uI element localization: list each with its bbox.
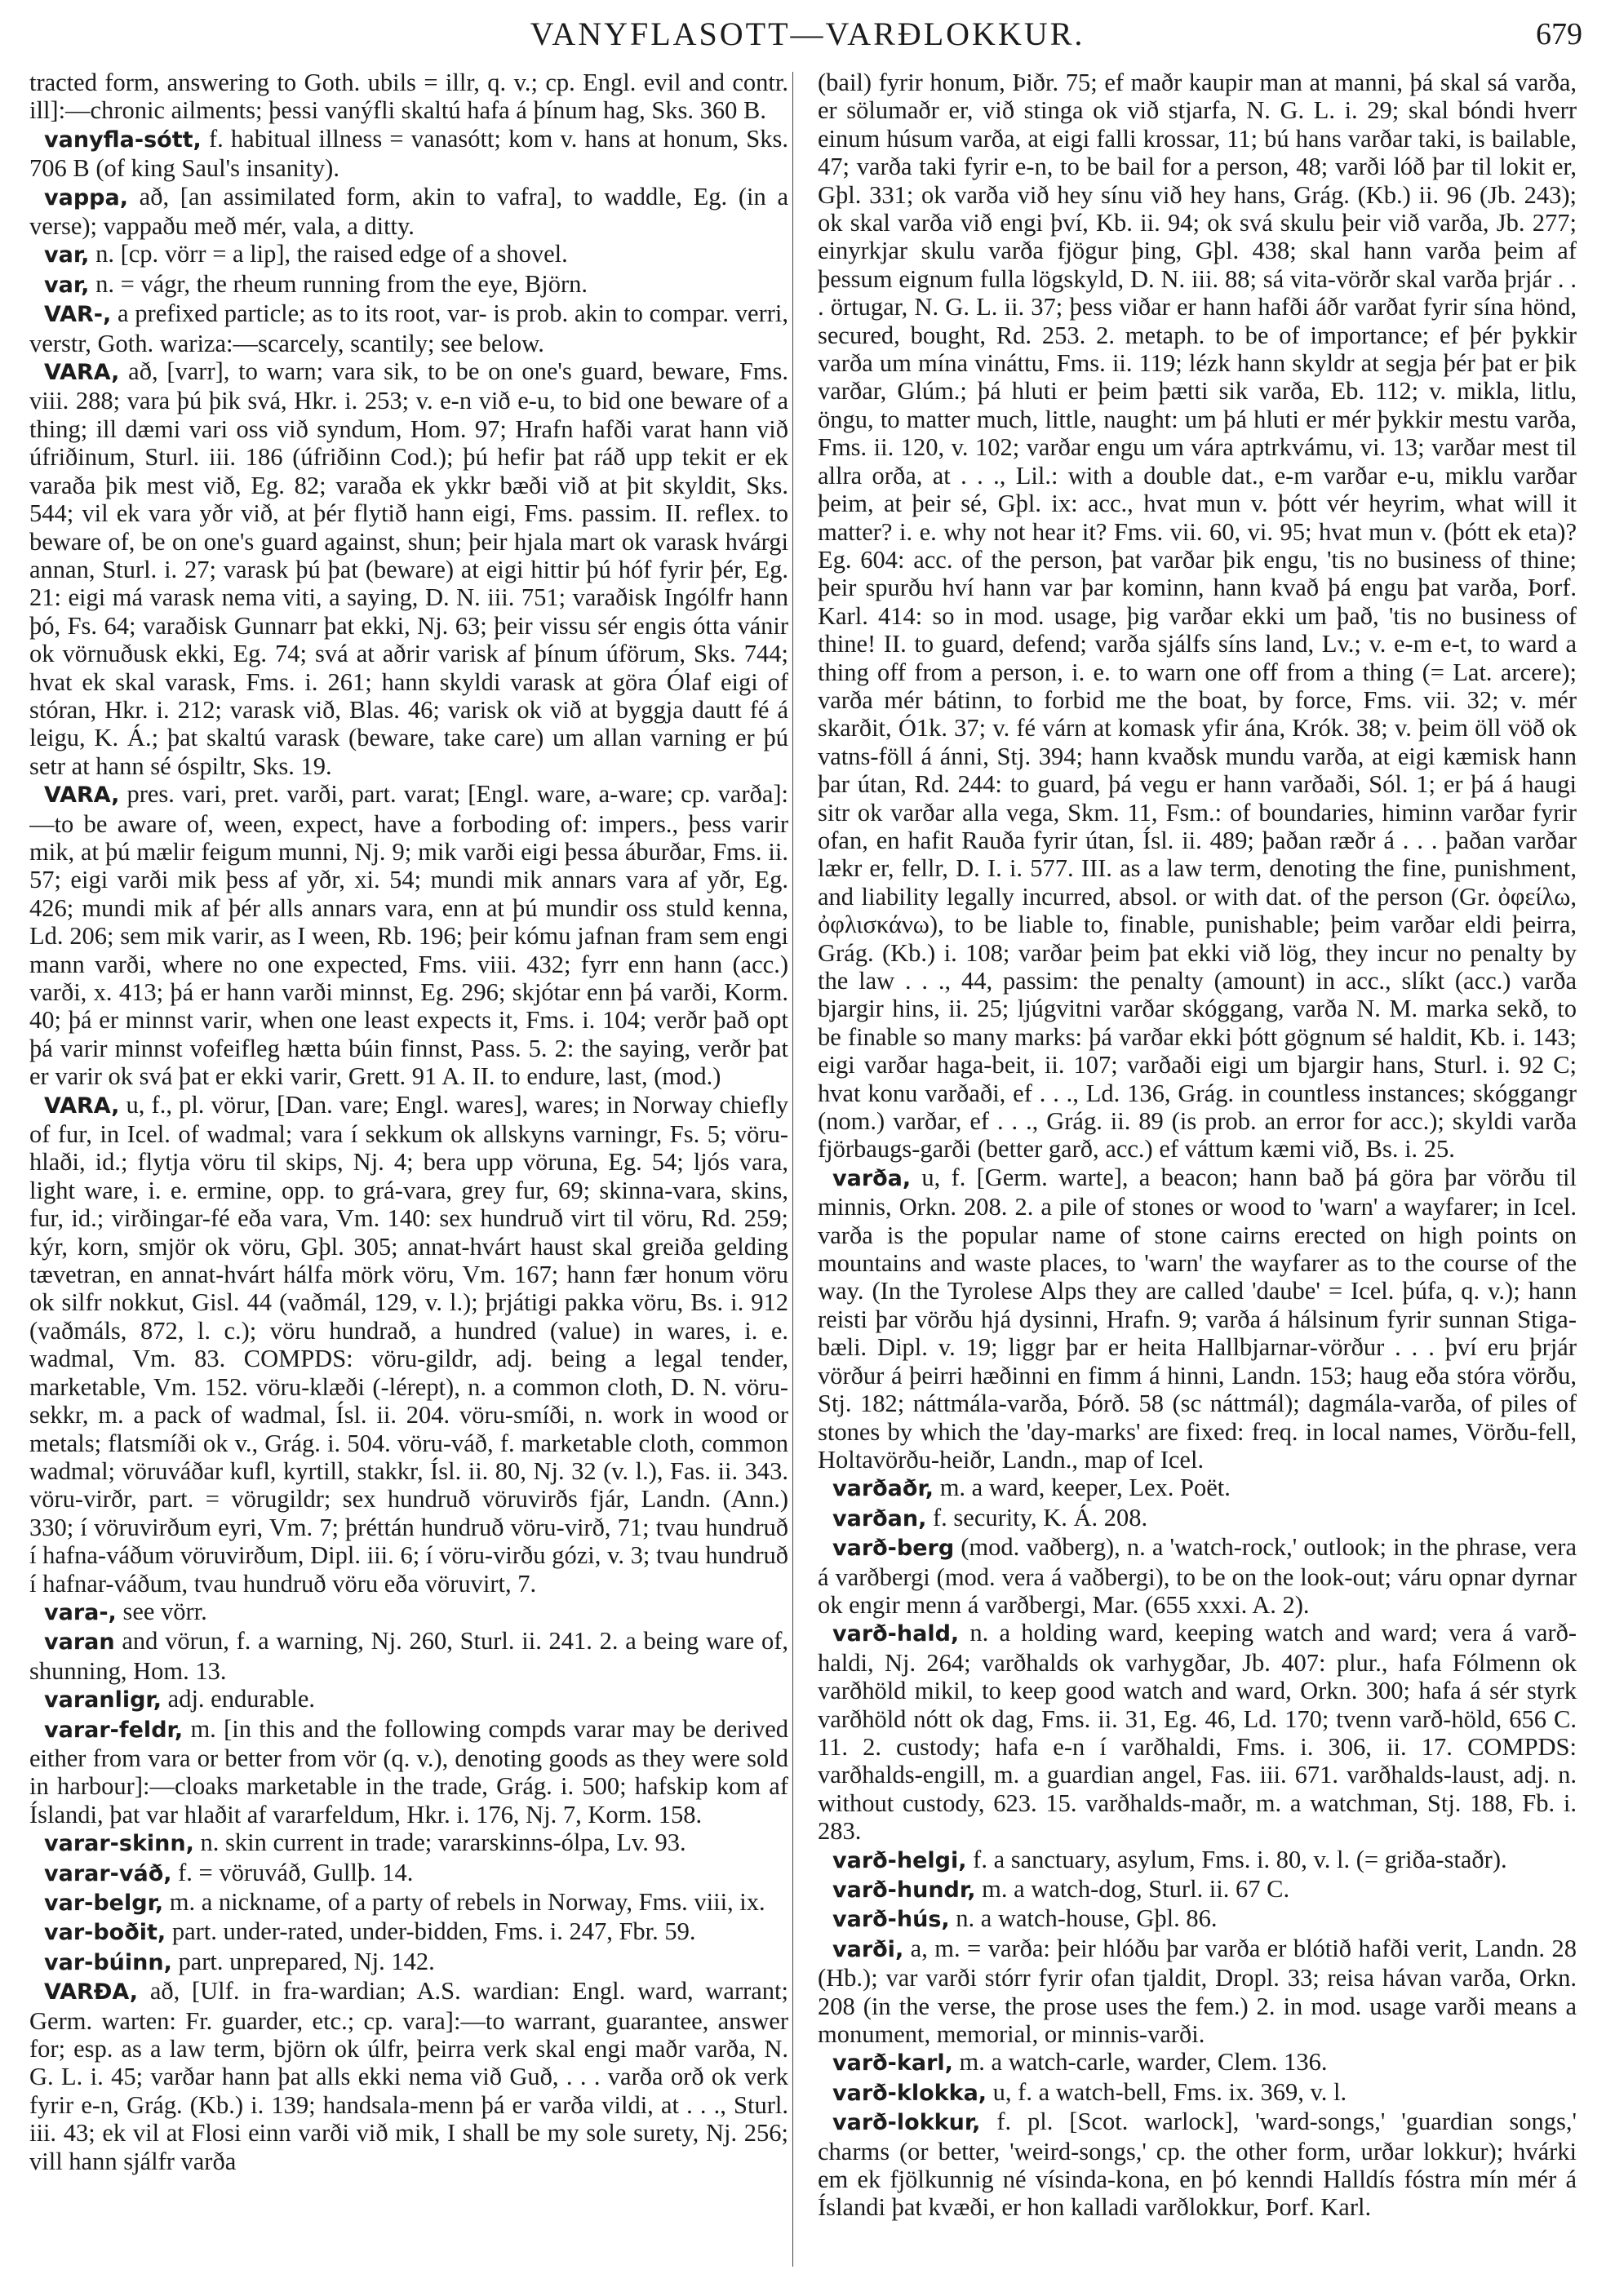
entry-headword: vanyfla-sótt, bbox=[44, 126, 202, 153]
entry-definition: u, f., pl. vörur, [Dan. vare; Engl. wares], wares; in Norway chiefly of fur, in Icel. of wadmal; vara í sekkum ok allskyns varningr, Fs. 5; vöru-hlaði, id.; flytja vöru til skips, Nj. 4; bera upp vöruna, Eg. 54; ljós vara, light ware, i. e. ermine, opp. to grá-vara, grey fur, 69; skinna-vara, skins, fur, id.; virðingar-fé eða vara, Vm. 140: sex hundruð virt til vöru, Rd. 259; kýr, korn, smjör ok vöru, Gþl. 305; annat-hvárt haust skal greiða gelding tævetran, en annat-hvárt hálfa mörk vöru, Vm. 167; hann fær honum vöru ok silfr nokkut, Gisl. 44 (vaðmál, 129, v. l.); þrjátigi pakka vöru, Bs. i. 912 (vaðmáls, 872, l. c.); vöru hundrað, a hundred (value) in wares, i. e. wadmal, Vm. 83. COMPDS: vöru-gildr, adj. being a legal tender, marketable, Vm. 152. vöru-klæði (-lérept), n. a common cloth, D. N. vöru-sekkr, m. a pack of wadmal, Ísl. ii. 204. vöru-smíði, n. work in wood or metals; flatsmíði ok v., Grág. i. 504. vöru-váð, f. marketable cloth, common wadmal; vöruváðar kufl, kyrtill, stakkr, Ísl. ii. 80, Nj. 32 (v. l.), Fas. ii. 343. vöru-virðr, part. = vörugildr; sex hundruð vöruvirðs fjár, Landn. (Ann.) 330; í vöruvirðum eyri, Vm. 7; þréttán hundruð vöru-virð, 71; tvau hundruð í hafna-váðum vöruvirðum, Dipl. iii. 6; í vöru-virðu gózi, v. 3; tvau hundruð í hafnar-váðum, tvau hundruð vöru eða vöruvirt, 7. bbox=[29, 1090, 788, 1598]
entry-headword: vappa, bbox=[44, 184, 128, 211]
dictionary-entry bbox=[818, 1164, 1577, 1474]
dictionary-entry bbox=[818, 1904, 1577, 1934]
page-number: 679 bbox=[1536, 17, 1582, 51]
entry-definition: f. habitual illness = vanasótt; kom v. hans at honum, Sks. 706 B (of king Saul's insanity). bbox=[29, 124, 788, 183]
dictionary-entry bbox=[818, 2078, 1577, 2108]
entry-headword: varð-hundr, bbox=[832, 1877, 976, 1903]
entry-headword: VARA, bbox=[44, 360, 120, 386]
entry-headword: vara-, bbox=[44, 1599, 117, 1625]
left-column bbox=[29, 69, 788, 2272]
entry-definition: m. a watch-carle, warder, Clem. 136. bbox=[959, 2048, 1328, 2077]
entry-definition: að, [Ulf. in fra-wardian; A.S. wardian: Engl. ward, warrant; Germ. warten: Fr. guarder, etc.; cp. vara]:—to warrant, guarantee, answer for; esp. as a law term, björn ok úlfr, þeirra verk skal engi maðr varða, N. G. L. i. 45; varðar hann þat alls ekki nema við Guð, . . . varða orð ok verk fyrir e-n, Grág. (Kb.) i. 139; handsala-menn þá er varða vildi, at . . ., Sturl. iii. 43; ek vil at Flosi einn varði við mik, I shall be my sole surety, Nj. 256; vill hann sjálfr varða bbox=[29, 1977, 788, 2175]
dictionary-entry bbox=[818, 1875, 1577, 1904]
entry-headword: varð-klokka, bbox=[832, 2080, 987, 2106]
entry-headword: varðan, bbox=[832, 1505, 927, 1531]
entry-definition: n. a holding ward, keeping watch and ward; vera á varð-haldi, Nj. 264; varðhalds ok varhygðar, Jb. 407: plur., hafa Fólmenn ok varðhöld mikil, to keep good watch and ward, Orkn. 300; hafa á sér styrk varðhöld nótt ok dag, Fms. ii. 31, Eg. 46, Ld. 170; tvenn varð-höld, 656 C. 11. 2. custody; hafa e-n í varðhaldi, Fms. i. 306, ii. 17. COMPDS: varðhalds-engill, m. a guardian angel, Fas. iii. 671. varðhalds-laust, adj. n. without custody, 623. 15. varðhalds-maðr, m. a watchman, Stj. 188, Fb. i. 283. bbox=[818, 1619, 1577, 1846]
dictionary-entry bbox=[818, 1935, 1577, 2049]
entry-definition: (bail) fyrir honum, Þiðr. 75; ef maðr kaupir man at manni, þá skal sá varða, er sölumaðr er, við stinga ok við stjarfa, N. G. L. i. 29; skal bóndi hverr einum húsum varða, at eigi falli krossar, 11; bú hans varðar taki, is bailable, 47; varða taki fyrir e-n, to be bail for a person, 48; varði lóð þar til lokit er, Gþl. 331; ok varða við hey sínu við hey hans, Grág. (Kb.) ii. 96 (Jb. 243); ok skal varða við engi því, Kb. ii. 94; ok svá skulu þeir við varða, Jb. 277; einyrkjar skulu varða fjögur þing, Gþl. 438; skal hann varða þeim af þessum eignum fulla lögskyld, D. N. iii. 88; sá vita-vörðr skal varða þrjár . . . örtugar, N. G. L. ii. 37; þess viðar er hann hafði áðr varðat fyrir sína hönd, secured, bought, Rd. 253. 2. metaph. to be of importance; ef þér þykkir varða um mína vináttu, Fms. ii. 119; lézk hann skyldr at segja þér þat er þik varðar, Glúm.; þá hluti er þeim þætti sik varða, Eb. 112; v. mikla, litlu, öngu, to matter much, little, naught: um þá hluti er mér þykkir mestu varða, Fms. ii. 120, v. 102; varðar engu um vára aptrkvámu, vi. 13; varðar mest til allra orða, at . . ., Lil.: with a double dat., e-m varðar e-u, miklu varðar þeim, at þeir sé, Gþl. ix: acc., hvat mun v. þótt vér heyrim, what will it matter? i. e. why not hear it? Fms. vii. 60, vi. 95; hvat mun v. (þótt ek eta)? Eg. 604: acc. of the person, þat varðar þik engu, 'tis no business of thine; þeir spurðu hví hann var þar kominn, hann kvað þá engu þat varða, Þorf. Karl. 414: so in mod. usage, þig varðar ekki um það, 'tis no business of thine! II. to guard, defend; varða sjálfs síns land, Lv.; v. e-m e-t, to ward a thing off from a person, i. e. to warn one off from a thing (= Lat. arcere); varða mér bátinn, to forbid me the boat, by force, Fms. vii. 32; v. mér skarðit, Ó1k. 37; v. fé várn at komask yfir ána, Krók. 38; v. þeim öll vöð ok vatns-föll á ánni, Stj. 394; hann kvaðsk mundu varða, at eigi kæmisk hann þar útan, Rd. 244: to guard, þá vegu er hann varðaði, Sól. 1; er þá á haugi sitr ok varðar alla vega, Skm. 11, Fsm.: of boundaries, himinn varðar fyrir ofan, en hafit Rauða fyrir útan, Ísl. ii. 489; þaðan ræðr á . . . þaðan varðar lækr er, fellr, D. I. i. 577. III. as a law term, denoting the fine, punishment, and liability legally incurred, absol. or with dat. of the person (Gr. ὀφείλω, ὀφλισκάνω), to be liable to, finable, punishable; þeim varðar eldi þeirra, Grág. (Kb.) i. 108; varðar þeim þat ekki við lög, they incur no penalty by the law . . ., 44, passim: the penalty (amount) in acc., slíkt (acc.) varða bjargir hins, ii. 25; ljúgvitni varðar skóggang, varða N. M. marka sekð, to be finable so many marks: þá varðar ekki þótt gögnum sé haldit, Kb. i. 143; eigi varðar haga-beit, ii. 107; varðaði eigi um bjargir hans, Sturl. i. 92 C; hvat konu varðaði, ef . . ., Ld. 136, Grág. in countless instances; skóggangr (nom.) varðar, ef . . ., Grág. ii. 89 (is prob. an error for acc.); skyldi varða fjörbaugs-garði (better garð, acc.) ef váttum kæmi við, Bs. i. 25. bbox=[818, 69, 1577, 1164]
entry-definition: u, f. a watch-bell, Fms. ix. 369, v. l. bbox=[992, 2077, 1347, 2106]
entry-definition: að, [an assimilated form, akin to vafra], to waddle, Eg. (in a verse); vappaðu með mér, vala, a ditty. bbox=[29, 182, 788, 241]
entry-headword: varð-hús, bbox=[832, 1907, 950, 1933]
entry-definition: tracted form, answering to Goth. ubils = illr, q. v.; cp. Engl. evil and contr. ill]:—chronic ailments; þessi vanýfli skaltú hafa á þínum hag, Sks. 360 B. bbox=[29, 69, 788, 125]
entry-definition: a, m. = varða: þeir hlóðu þar varða er blótið hafði verit, Landn. 28 (Hb.); var varði stórr fyrir ofan tjaldit, Dropl. 33; reisa hávan varða, Orkn. 208 (in the verse, the prose uses the fem.) 2. in mod. usage varði means a monument, memorial, or minnis-varði. bbox=[818, 1934, 1577, 2049]
dictionary-entry bbox=[818, 1533, 1577, 1619]
dictionary-entry bbox=[818, 2108, 1577, 2222]
entry-definition: part. under-rated, under-bidden, Fms. i. 247, Fbr. 59. bbox=[171, 1917, 696, 1946]
dictionary-entry bbox=[818, 1846, 1577, 1875]
dictionary-entry bbox=[29, 183, 788, 241]
dictionary-entry bbox=[29, 270, 788, 299]
column-divider bbox=[792, 72, 793, 2267]
running-head: VANYFLASOTT—VARÐLOKKUR. bbox=[530, 16, 1085, 52]
entry-headword: VAR-, bbox=[44, 302, 112, 328]
dictionary-entry bbox=[818, 1619, 1577, 1845]
dictionary-entry bbox=[29, 1917, 788, 1947]
dictionary-entry bbox=[29, 299, 788, 357]
entry-headword: var-boðit, bbox=[44, 1920, 166, 1946]
entry-headword: varar-váð, bbox=[44, 1860, 172, 1886]
right-column bbox=[818, 69, 1577, 2272]
dictionary-entry bbox=[29, 240, 788, 269]
entry-headword: varði, bbox=[832, 1936, 904, 1962]
page-header bbox=[33, 10, 1582, 59]
entry-headword: varða, bbox=[832, 1165, 912, 1191]
dictionary-entry bbox=[29, 1715, 788, 1829]
entry-definition: f. a sanctuary, asylum, Fms. i. 80, v. l. (= griða-staðr). bbox=[973, 1845, 1507, 1873]
entry-definition: pres. vari, pret. varði, part. varat; [Engl. ware, a-ware; cp. varða]:—to be aware of, ween, expect, have a forboding of: impers., þess varir mik, at þú mælir feigum munni, Nj. 9; mik varði eigi þessa áburðar, Fms. ii. 57; eigi varði mik þess af yðr, xi. 54; mundi mik annars vara af yðr, Eg. 426; mundi mik af þér alls annars vara, enn at þú mundir oss stuld kenna, Ld. 206; sem mik varir, as I ween, Rb. 196; þeir kómu jafnan fram sem engi mann varði, where no one expected, Fms. viii. 432; fyrr enn hann (acc.) varði, x. 413; þá er hann varði minnst, Eg. 296; skjótar enn þá varði, Korm. 40; þá er minnst varir, when one least expects it, Fms. i. 104; verðr það opt þá varir minnst vofeifleg hætta búin finnst, Pass. 5. 2: the saying, verðr þat er varir ok svá þat er ekki varir, Grett. 91 A. II. to endure, last, (mod.) bbox=[29, 780, 788, 1091]
entry-definition: n. [cp. vörr = a lip], the raised edge of a shovel. bbox=[95, 240, 568, 268]
entry-definition: f. = vöruváð, Gullþ. 14. bbox=[178, 1858, 414, 1886]
entry-headword: varð-helgi, bbox=[832, 1847, 967, 1873]
entry-headword: varðaðr, bbox=[832, 1476, 934, 1502]
entry-headword: varð-lokkur, bbox=[832, 2110, 981, 2136]
entry-definition: m. a ward, keeper, Lex. Poët. bbox=[939, 1474, 1231, 1502]
entry-headword: VARA, bbox=[44, 782, 120, 809]
dictionary-entry bbox=[29, 1828, 788, 1858]
entry-headword: varan bbox=[44, 1629, 115, 1656]
entry-headword: varð-berg bbox=[832, 1536, 955, 1562]
entry-headword: var, bbox=[44, 272, 90, 298]
entry-definition: f. security, K. Á. 208. bbox=[933, 1503, 1148, 1531]
entry-headword: var-búinn, bbox=[44, 1949, 172, 1975]
entry-definition: að, [varr], to warn; vara sik, to be on one's guard, beware, Fms. viii. 288; vara þú þik svá, Hkr. i. 253; v. e-n við e-u, to bid one beware of a thing; ill dæmi vari oss við syndum, Hom. 97; Hrafn hafði varat hann við úfriðinum, Sturl. iii. 186 (úfriðinn Cod.); þú hefir þat ráð upp tekit er ek varaða þik mest við, Eg. 82; varaða ek ykkr bæði við at þit skyldit, Sks. 544; vil ek vara yðr við, at þér flytið hann eigi, Fms. passim. II. reflex. to beware of, be on one's guard against, shun; þeir hjala mart ok varask hvárgi annan, Sturl. i. 27; varask þú þat (beware) at eigi hittir þú hóf fyrir þér, Eg. 21: eigi má varask nema viti, a saying, D. N. iii. 751; varaðisk Ingólfr hann þó, Fs. 64; varaðisk Gunnarr þat ekki, Nj. 63; þeir vissu sér engis ótta vánir ok vörnuðusk ekki, Eg. 74; svá at aðrir varisk af þínum úförum, Sks. 744; hvat ek skal varask, Fms. i. 261; hann skyldi varask at göra Ólaf eigi of stóran, Hkr. i. 212; varask við, Blas. 46; varisk ok við at byggja dautt fé á leigu, K. Á.; þat skaltú varask (beware, take care) um allan varning er þú setr at hann sé óspiltr, Sks. 19. bbox=[29, 357, 788, 780]
entry-definition: m. a nickname, of a party of rebels in Norway, Fms. viii, ix. bbox=[169, 1888, 765, 1916]
dictionary-entry bbox=[29, 1685, 788, 1714]
entry-definition: m. [in this and the following compds varar may be derived either from vara or better from vör (q. v.), denoting goods as they were sold in harbour]:—cloaks marketable in the trade, Grág. i. 500; hafskip kom af Íslandi, þat var hlaðit af vararfeldum, Hkr. i. 176, Nj. 7, Korm. 158. bbox=[29, 1714, 788, 1828]
dictionary-entry bbox=[818, 69, 1577, 1164]
entry-headword: varanligr, bbox=[44, 1687, 162, 1713]
entry-definition: (mod. vaðberg), n. a 'watch-rock,' outlook; in the phrase, vera á varðbergi (mod. vera á vaðbergi), to be on the look-out; váru opnar dyrnar ok engir menn á varðbergi, Mar. (655 xxxi. A. 2). bbox=[818, 1533, 1577, 1619]
entry-definition: u, f. [Germ. warte], a beacon; hann bað þá göra þar vörðu til minnis, Orkn. 208. 2. a pile of stones or wood to 'warn' a wayfarer; in Icel. varða is the popular name of stone cairns erected on high points on mountains and waste places, to 'warn' the wayfarer as to the course of the way. (In the Tyrolese Alps they are called 'daube' = Icel. þúfa, q. v.); hann reisti þar vörðu hjá dysinni, Hrafn. 9; varða á hálsinum fyrir sunnan Stiga-bæli. Dipl. v. 19; liggr þar er heita Hallbjarnar-vörður . . . því eru þrjár vörður á þeirri hæðinni en fimm á hinni, Landn. 153; haug eða stóra vörðu, Stj. 182; náttmála-varða, Þórð. 58 (sc náttmál); dagmála-varða, of piles of stones by which the 'day-marks' are fixed: freq. in local names, Vörðu-fell, Holtavörðu-heiðr, Landn., map of Icel. bbox=[818, 1163, 1577, 1474]
entry-headword: var, bbox=[44, 242, 90, 268]
dictionary-entry bbox=[818, 1504, 1577, 1533]
entry-definition: m. a watch-dog, Sturl. ii. 67 C. bbox=[982, 1875, 1290, 1903]
dictionary-entry bbox=[29, 1948, 788, 1977]
entry-definition: a prefixed particle; as to its root, var- is prob. akin to compar. verri, verstr, Goth. wariza:—scarcely, scantily; see below. bbox=[29, 299, 788, 357]
dictionary-entry bbox=[29, 780, 788, 1090]
dictionary-entry bbox=[29, 1888, 788, 1917]
dictionary-entry bbox=[818, 1474, 1577, 1503]
dictionary-entry bbox=[818, 2048, 1577, 2077]
entry-definition: n. = vágr, the rheum running from the eye, Björn. bbox=[95, 269, 588, 298]
dictionary-entry bbox=[29, 125, 788, 183]
entry-headword: var-belgr, bbox=[44, 1890, 164, 1916]
dictionary-entry bbox=[29, 1859, 788, 1888]
entry-headword: varð-hald, bbox=[832, 1621, 960, 1647]
entry-headword: varar-skinn, bbox=[44, 1831, 194, 1857]
dictionary-entry bbox=[29, 1977, 788, 2175]
entry-definition: n. a watch-house, Gþl. 86. bbox=[956, 1904, 1218, 1933]
entry-definition: adj. endurable. bbox=[167, 1685, 316, 1713]
entry-headword: VARÐA, bbox=[44, 1979, 139, 2006]
dictionary-entry bbox=[29, 1091, 788, 1598]
entry-headword: varar-feldr, bbox=[44, 1717, 184, 1743]
entry-definition: part. unprepared, Nj. 142. bbox=[178, 1947, 435, 1975]
entry-definition: and vörun, f. a warning, Nj. 260, Sturl. ii. 241. 2. a being ware of, shunning, Hom. 13. bbox=[29, 1627, 788, 1685]
dictionary-entry bbox=[29, 1627, 788, 1685]
entry-headword: varð-karl, bbox=[832, 2050, 953, 2077]
entry-definition: f. pl. [Scot. warlock], 'ward-songs,' 'guardian songs,' charms (or better, 'weird-songs,' cp. the other form, urðar lokkur); hvárki em ek fjölkunnig né vísinda-kona, en þó kenndi Halldís fóstra mín mér á Íslandi þat kvæði, er hon kalladi varðlokkur, Þorf. Karl. bbox=[818, 2108, 1577, 2222]
entry-definition: n. skin current in trade; vararskinns-ólpa, Lv. 93. bbox=[200, 1828, 686, 1857]
entry-headword: VARA, bbox=[44, 1093, 120, 1119]
entry-definition: see vörr. bbox=[122, 1597, 207, 1625]
dictionary-entry bbox=[29, 357, 788, 780]
dictionary-entry bbox=[29, 1598, 788, 1627]
dictionary-entry bbox=[29, 69, 788, 125]
